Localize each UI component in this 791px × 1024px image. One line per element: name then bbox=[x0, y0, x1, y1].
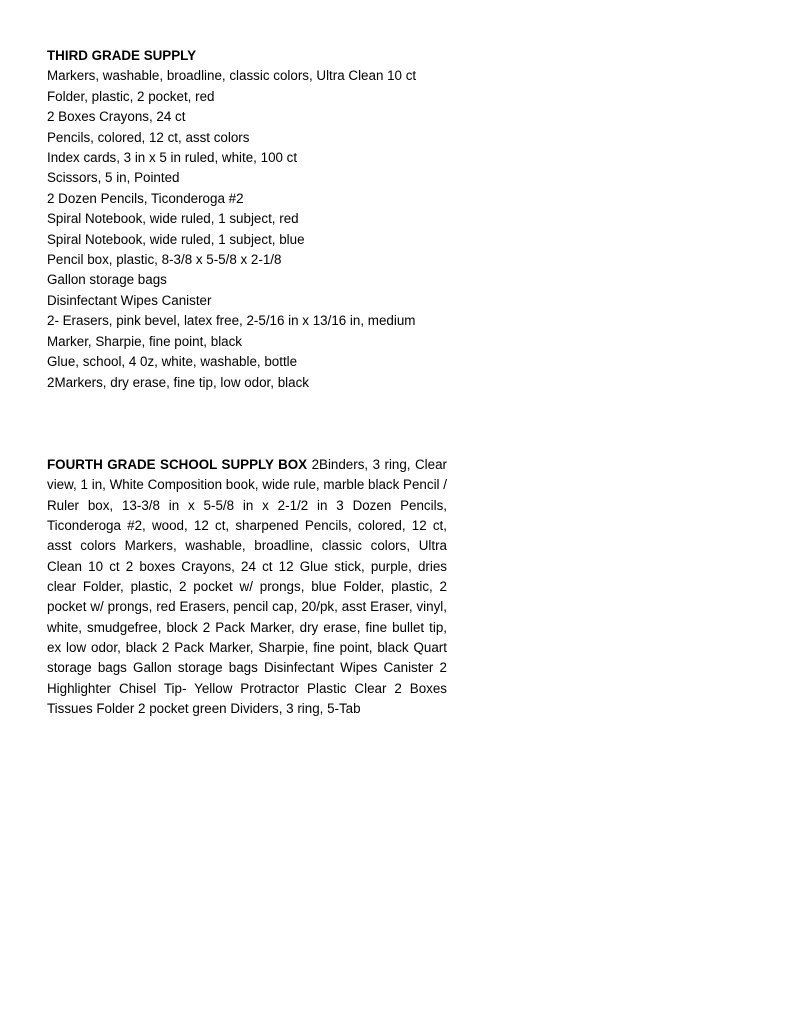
supply-list-item: 2Markers, dry erase, fine tip, low odor, black bbox=[47, 374, 309, 390]
third-grade-supply-section bbox=[47, 46, 467, 393]
supply-list-item: 2 Dozen Pencils, Ticonderoga #2 bbox=[47, 190, 244, 206]
supply-list-item: Pencils, colored, 12 ct, asst colors bbox=[47, 129, 250, 145]
fourth-grade-supply-text: 2Binders, 3 ring, Clear view, 1 in, White Composition book, wide rule, marble black Pencil / Ruler box, 13-3/8 in x 5-5/8 in x 2-1/2 in 3 Dozen Pencils, Ticonderoga #2, wood, 12 ct, sharpened Pencils, colored, 12 ct, asst colors Markers, washable, broadline, classic colors, Ultra Clean 10 ct 2 boxes Crayons, 24 ct 12 Glue stick, purple, dries clear Folder, plastic, 2 pocket w/ prongs, blue Folder, plastic, 2 pocket w/ prongs, red Erasers, pencil cap, 20/pk, asst Eraser, vinyl, white, smudgefree, block 2 Pack Marker, dry erase, fine bullet tip, ex low odor, black 2 Pack Marker, Sharpie, fine point, black Quart storage bags Gallon storage bags Disinfectant Wipes Canister 2 Highlighter Chisel Tip- Yellow Protractor Plastic Clear 2 Boxes Tissues Folder 2 pocket green Dividers, 3 ring, 5-Tab bbox=[47, 457, 447, 717]
supply-list-item: 2 Boxes Crayons, 24 ct bbox=[47, 109, 186, 125]
supply-list-item: Marker, Sharpie, fine point, black bbox=[47, 333, 243, 349]
supply-list-item: Gallon storage bags bbox=[47, 272, 167, 288]
supply-list-item: 2- Erasers, pink bevel, latex free, 2-5/16 in x 13/16 in, medium bbox=[47, 313, 416, 329]
third-grade-heading: THIRD GRADE SUPPLY bbox=[47, 48, 197, 63]
supply-list-item: Folder, plastic, 2 pocket, red bbox=[47, 88, 215, 104]
supply-list-item: Markers, washable, broadline, classic colors, Ultra Clean 10 ct bbox=[47, 68, 417, 84]
supply-list-item: Spiral Notebook, wide ruled, 1 subject, red bbox=[47, 211, 299, 227]
supply-list-item: Spiral Notebook, wide ruled, 1 subject, blue bbox=[47, 231, 305, 247]
supply-list-item: Scissors, 5 in, Pointed bbox=[47, 170, 180, 186]
fourth-grade-supply-section bbox=[47, 455, 447, 719]
supply-list-item: Disinfectant Wipes Canister bbox=[47, 292, 212, 308]
supply-list-item: Pencil box, plastic, 8-3/8 x 5-5/8 x 2-1/8 bbox=[47, 252, 282, 268]
supply-list-item: Index cards, 3 in x 5 in ruled, white, 100 ct bbox=[47, 150, 298, 166]
fourth-grade-heading: FOURTH GRADE SCHOOL SUPPLY BOX bbox=[47, 457, 308, 472]
supply-list-item: Glue, school, 4 0z, white, washable, bottle bbox=[47, 354, 298, 370]
